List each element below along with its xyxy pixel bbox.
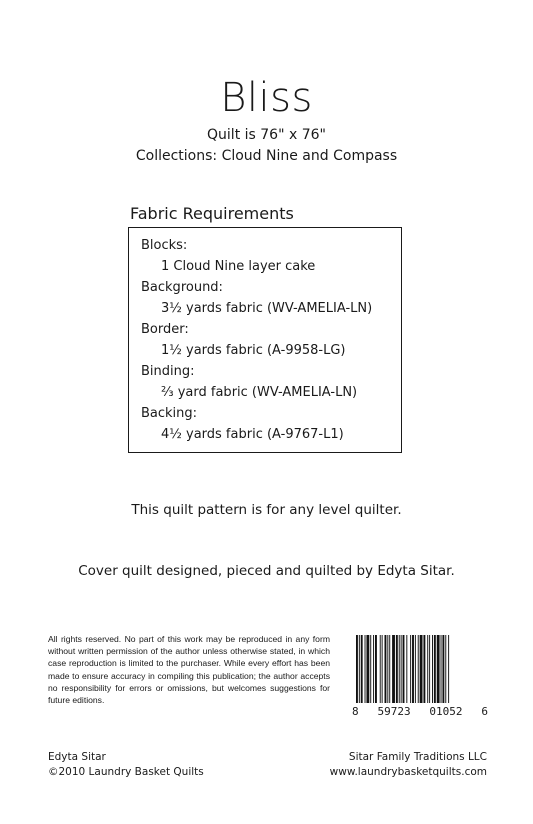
requirement-item: 3½ yards fabric (WV-AMELIA-LN) [161,301,373,316]
skill-level-note: This quilt pattern is for any level quilter. [131,502,402,518]
requirement-item: 1 Cloud Nine layer cake [161,259,316,274]
requirement-category: Border: [141,322,189,337]
fabric-requirements-box [128,227,402,453]
barcode-digit-group: 01052 [429,705,463,718]
footer-copyright: ©2010 Laundry Basket Quilts [48,766,204,778]
barcode-image [355,635,485,703]
fabric-requirements-heading: Fabric Requirements [130,204,294,223]
requirement-category: Background: [141,280,223,295]
requirement-category: Backing: [141,406,198,421]
requirement-item: ⅔ yard fabric (WV-AMELIA-LN) [161,385,358,400]
footer-company: Sitar Family Traditions LLC [348,751,487,763]
footer-author: Edyta Sitar [48,751,106,763]
quilt-size: Quilt is 76" x 76" [207,127,326,143]
barcode-digit-group: 59723 [377,705,411,718]
collections: Collections: Cloud Nine and Compass [135,148,398,164]
requirement-category: Binding: [141,364,195,379]
requirement-item: 1½ yards fabric (A-9958-LG) [161,343,346,358]
footer-website: www.laundrybasketquilts.com [329,766,487,778]
rights-notice: All rights reserved. No part of this work may be reproduced in any form without written permission of the author unless otherwise stated, in which case reproduction is limited to the purchaser. While every effort has been made to ensure accuracy in compiling this publication; the author accepts no responsibility for errors or omissions, but welcomes suggestions for future editions. [48,634,330,706]
barcode-digits [352,705,488,719]
barcode-digit-group: 8 [352,705,359,718]
designer-credit: Cover quilt designed, pieced and quilted by Edyta Sitar. [78,563,455,579]
requirement-category: Blocks: [141,238,188,253]
requirement-item: 4½ yards fabric (A-9767-L1) [161,427,344,442]
barcode-digit-group: 6 [481,705,488,718]
pattern-title: Bliss [220,75,313,121]
